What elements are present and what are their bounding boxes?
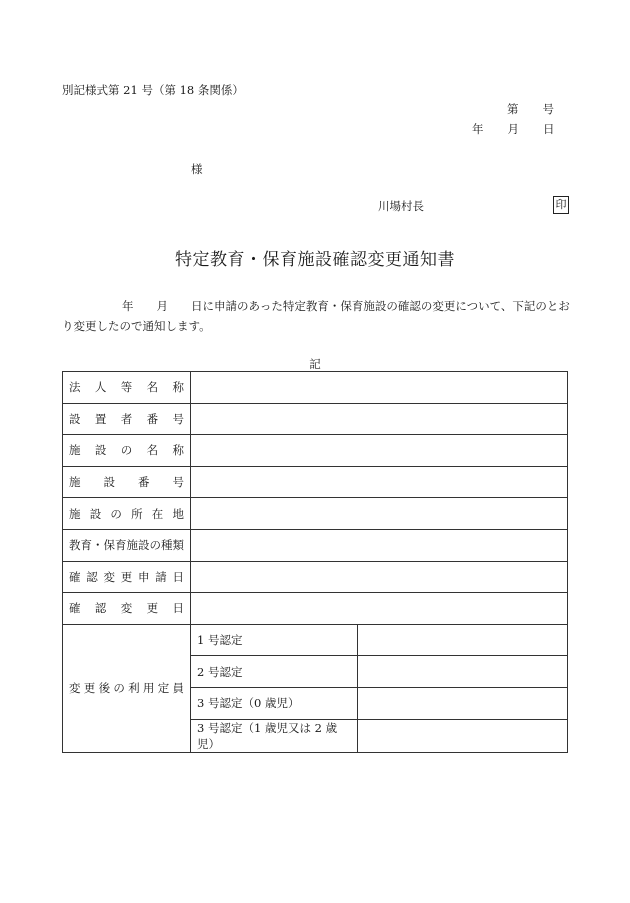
value-cell[interactable] xyxy=(191,529,568,561)
row-label: 法人等名称 xyxy=(63,372,191,404)
number-prefix: 第 xyxy=(507,102,519,116)
issuer-name: 川場村長 xyxy=(378,199,424,213)
date-day: 日 xyxy=(543,122,555,136)
date-year: 年 xyxy=(472,122,484,136)
capacity-value-cell[interactable] xyxy=(358,687,568,719)
row-label: 確認変更日 xyxy=(63,593,191,625)
table-row xyxy=(63,529,568,561)
value-cell[interactable] xyxy=(191,403,568,435)
capacity-type: 1 号認定 xyxy=(191,624,358,656)
value-cell[interactable] xyxy=(191,561,568,593)
value-cell[interactable] xyxy=(191,593,568,625)
document-date xyxy=(472,121,555,137)
capacity-value-cell[interactable] xyxy=(358,719,568,752)
document-title: 特定教育・保育施設確認変更通知書 xyxy=(175,250,455,270)
row-label: 施設番号 xyxy=(63,466,191,498)
form-id: 別記様式第 21 号（第 18 条関係） xyxy=(62,83,244,97)
value-cell[interactable] xyxy=(191,466,568,498)
table-row xyxy=(63,435,568,467)
body-text: 年 月 日に申請のあった特定教育・保育施設の確認の変更について、下記のとおり変更したので通知します。 xyxy=(62,299,570,333)
table-row xyxy=(63,561,568,593)
details-table xyxy=(62,371,568,753)
capacity-value-cell[interactable] xyxy=(358,656,568,688)
addressee: 様 xyxy=(191,162,203,176)
capacity-type: 3 号認定（1 歳児又は 2 歳児） xyxy=(191,719,358,752)
capacity-label: 変更後の利用定員 xyxy=(63,624,191,752)
table-row xyxy=(63,372,568,404)
table-row xyxy=(63,498,568,530)
capacity-value-cell[interactable] xyxy=(358,624,568,656)
value-cell[interactable] xyxy=(191,372,568,404)
row-label: 確認変更申請日 xyxy=(63,561,191,593)
number-suffix: 号 xyxy=(542,102,554,116)
table-row xyxy=(63,403,568,435)
table-row xyxy=(63,593,568,625)
capacity-type: 2 号認定 xyxy=(191,656,358,688)
table-row xyxy=(63,624,568,656)
value-cell[interactable] xyxy=(191,435,568,467)
row-label: 教育・保育施設の種類 xyxy=(63,529,191,561)
row-label: 設置者番号 xyxy=(63,403,191,435)
table-row xyxy=(63,466,568,498)
date-month: 月 xyxy=(507,122,519,136)
row-label: 施設の名称 xyxy=(63,435,191,467)
row-label: 施設の所在地 xyxy=(63,498,191,530)
capacity-type: 3 号認定（0 歳児） xyxy=(191,687,358,719)
value-cell[interactable] xyxy=(191,498,568,530)
ki-heading: 記 xyxy=(309,357,321,371)
seal-mark: 印 xyxy=(553,196,569,214)
document-number xyxy=(507,101,554,117)
